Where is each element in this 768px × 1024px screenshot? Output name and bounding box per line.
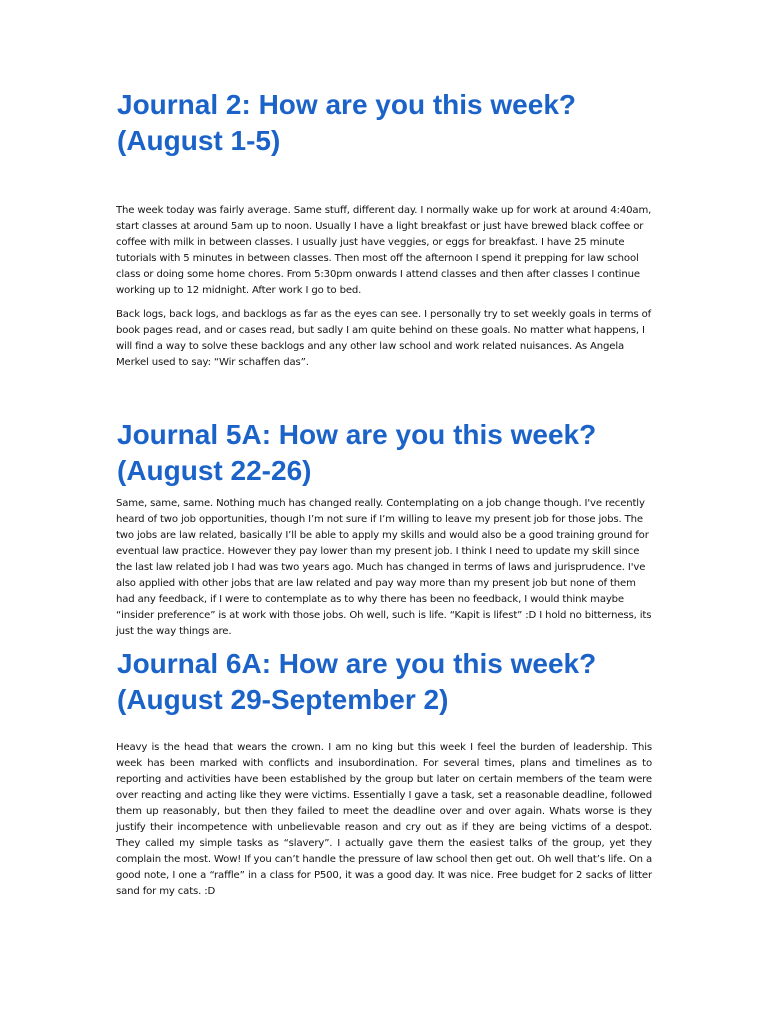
journal-2-title-line2: (August 1-5) — [117, 125, 281, 156]
journal-6a-title-line1: Journal 6A: How are you this week? — [117, 648, 597, 679]
journal-2-paragraph-2: Back logs, back logs, and backlogs as far as the eyes can see. I personally try to set weekly goals in terms of book pages read, and or cases read, but sadly I am quite behind on these goals. No matter what happens, I will find a way to solve these backlogs and any other law school and work related nuisances. As Angela Merkel used to say: “Wir schaffen das”. — [116, 309, 652, 368]
journal-5a-paragraph-1: Same, same, same. Nothing much has changed really. Contemplating on a job change though. I've recently heard of two job opportunities, though I’m not sure if I’m willing to leave my present job for those jobs. The two jobs are law related, basically I’ll be able to apply my skills and would also be a good training ground for eventual law practice. However they pay lower than my present job. I think I need to update my skill since the last law related job I had was two years ago. Much has changed in terms of laws and jurisprudence. I've also applied with other jobs that are law related and pay way more than my present job but none of them had any feedback, if I were to contemplate as to why there has been no feedback, I would think maybe “insider preference” is at work with those jobs. Oh well, such is life. “Kapit is lifest” :D I hold no bitterness, its just the way things are. — [116, 498, 652, 637]
journal-5a-title-line1: Journal 5A: How are you this week? — [117, 419, 597, 450]
journal-2-title-line1: Journal 2: How are you this week? — [117, 89, 577, 120]
journal-2-title — [117, 87, 576, 159]
journal-2-paragraph-1: The week today was fairly average. Same stuff, different day. I normally wake up for work at around 4:40am, start classes at around 5am up to noon. Usually I have a light breakfast or just have brewed black coffee or coffee with milk in between classes. I usually just have veggies, or eggs for breakfast. I have 25 minute tutorials with 5 minutes in between classes. Then most off the afternoon I spend it prepping for law school class or doing some home chores. From 5:30pm onwards I attend classes and then after classes I continue working up to 12 midnight. After work I go to bed. — [116, 205, 652, 296]
journal-5a-title-line2: (August 22-26) — [117, 455, 312, 486]
journal-6a-title — [117, 646, 596, 718]
journal-5a-title — [117, 417, 596, 489]
journal-6a-title-line2: (August 29-September 2) — [117, 684, 449, 715]
journal-6a-paragraph-1: Heavy is the head that wears the crown. I am no king but this week I feel the burden of leadership. This week has been marked with conflicts and insubordination. For several times, plans and timelines as to reporting and activities have been established by the group but later on certain members of the team were over reacting and acting like they were victims. Essentially I gave a task, set a reasonable deadline, followed them up reasonably, but then they failed to meet the deadline over and over again. Whats worse is they justify their incompetence with unbelievable reason and cry out as if they are being victims of a despot. They called my simple tasks as “slavery”. I actually gave them the easiest talks of the group, yet they complain the most. Wow! If you can’t handle the pressure of law school then get out. Oh well that’s life. On a good note, I one a “raffle” in a class for P500, it was a good day. It was nice. Free budget for 2 sacks of litter sand for my cats. :D — [116, 742, 652, 897]
